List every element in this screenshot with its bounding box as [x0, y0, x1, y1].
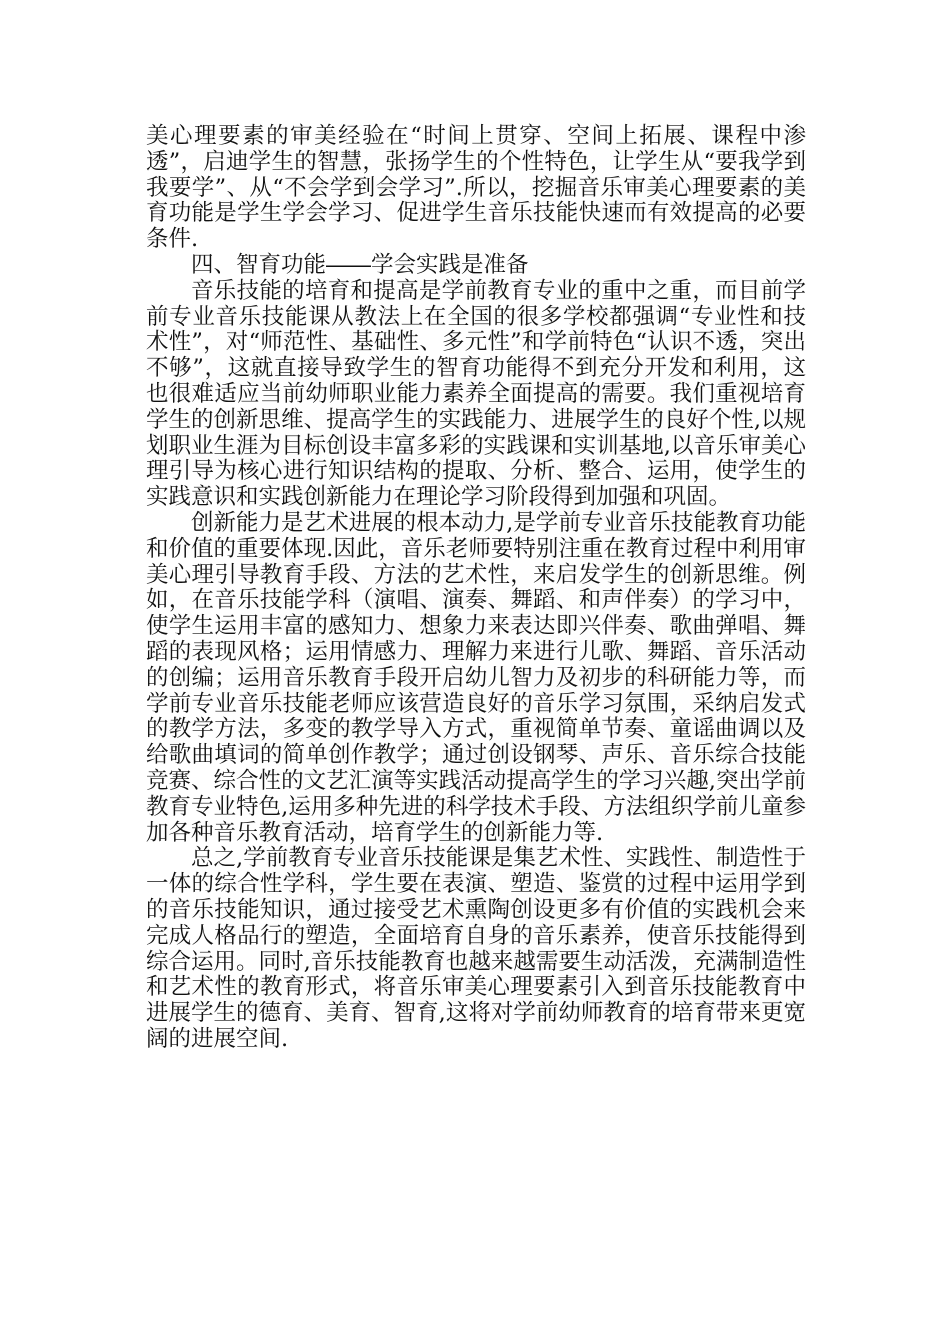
section-heading-intellectual-function: 四、智育功能――学会实践是准备 [191, 251, 529, 278]
paragraph-continuation: 美心理要素的审美经验在“时间上贯穿、空间上拓展、课程中渗透”，启迪学生的智慧，张扬学生的个性特色，让学生从“要我学到我要学”、从“不会学到会学习”.所以，挖掘音乐审美心理要素的美育功能是学生学会学习、促进学生音乐技能快速而有效提高的必要条件. [146, 123, 806, 253]
paragraph-innovation-ability: 创新能力是艺术进展的根本动力,是学前专业音乐技能教育功能和价值的重要体现.因此，音乐老师要特别注重在教育过程中利用审美心理引导教育手段、方法的艺术性，来启发学生的创新思维。例如，在音乐技能学科（演唱、演奏、舞蹈、和声伴奏）的学习中，使学生运用丰富的感知力、想象力来表达即兴伴奏、歌曲弹唱、舞蹈的表现风格；运用情感力、理解力来进行儿歌、舞蹈、音乐活动的创编；运用音乐教育手段开启幼儿智力及初步的科研能力等，而学前专业音乐技能老师应该营造良好的音乐学习氛围，采纳启发式的教学方法，多变的教学导入方式，重视简单节奏、童谣曲调以及给歌曲填词的简单创作教学；通过创设钢琴、声乐、音乐综合技能竞赛、综合性的文艺汇演等实践活动提高学生的学习兴趣,突出学前教育专业特色,运用多种先进的科学技术手段、方法组织学前儿童参加各种音乐教育活动，培育学生的创新能力等. [146, 509, 806, 846]
paragraph-music-skill-training: 音乐技能的培育和提高是学前教育专业的重中之重，而目前学前专业音乐技能课从教法上在全国的很多学校都强调“专业性和技术性”，对“师范性、基础性、多元性”和学前特色“认识不透，突出不够”，这就直接导致学生的智育功能得不到充分开发和利用，这也很难适应当前幼师职业能力素养全面提高的需要。我们重视培育学生的创新思维、提高学生的实践能力、进展学生的良好个性,以规划职业生涯为目标创设丰富多彩的实践课和实训基地,以音乐审美心理引导为核心进行知识结构的提取、分析、整合、运用，使学生的实践意识和实践创新能力在理论学习阶段得到加强和巩固。 [146, 277, 806, 511]
document-body [146, 124, 806, 1053]
paragraph-conclusion: 总之,学前教育专业音乐技能课是集艺术性、实践性、制造性于一体的综合性学科，学生要在表演、塑造、鉴赏的过程中运用学到的音乐技能知识，通过接受艺术熏陶创设更多有价值的实践机会来完成人格品行的塑造，全面培育自身的音乐素养，使音乐技能得到综合运用。同时,音乐技能教育也越来越需要生动活泼，充满制造性和艺术性的教育形式，将音乐审美心理要素引入到音乐技能教育中进展学生的德育、美育、智育,这将对学前幼师教育的培育带来更宽阔的进展空间. [146, 845, 806, 1052]
